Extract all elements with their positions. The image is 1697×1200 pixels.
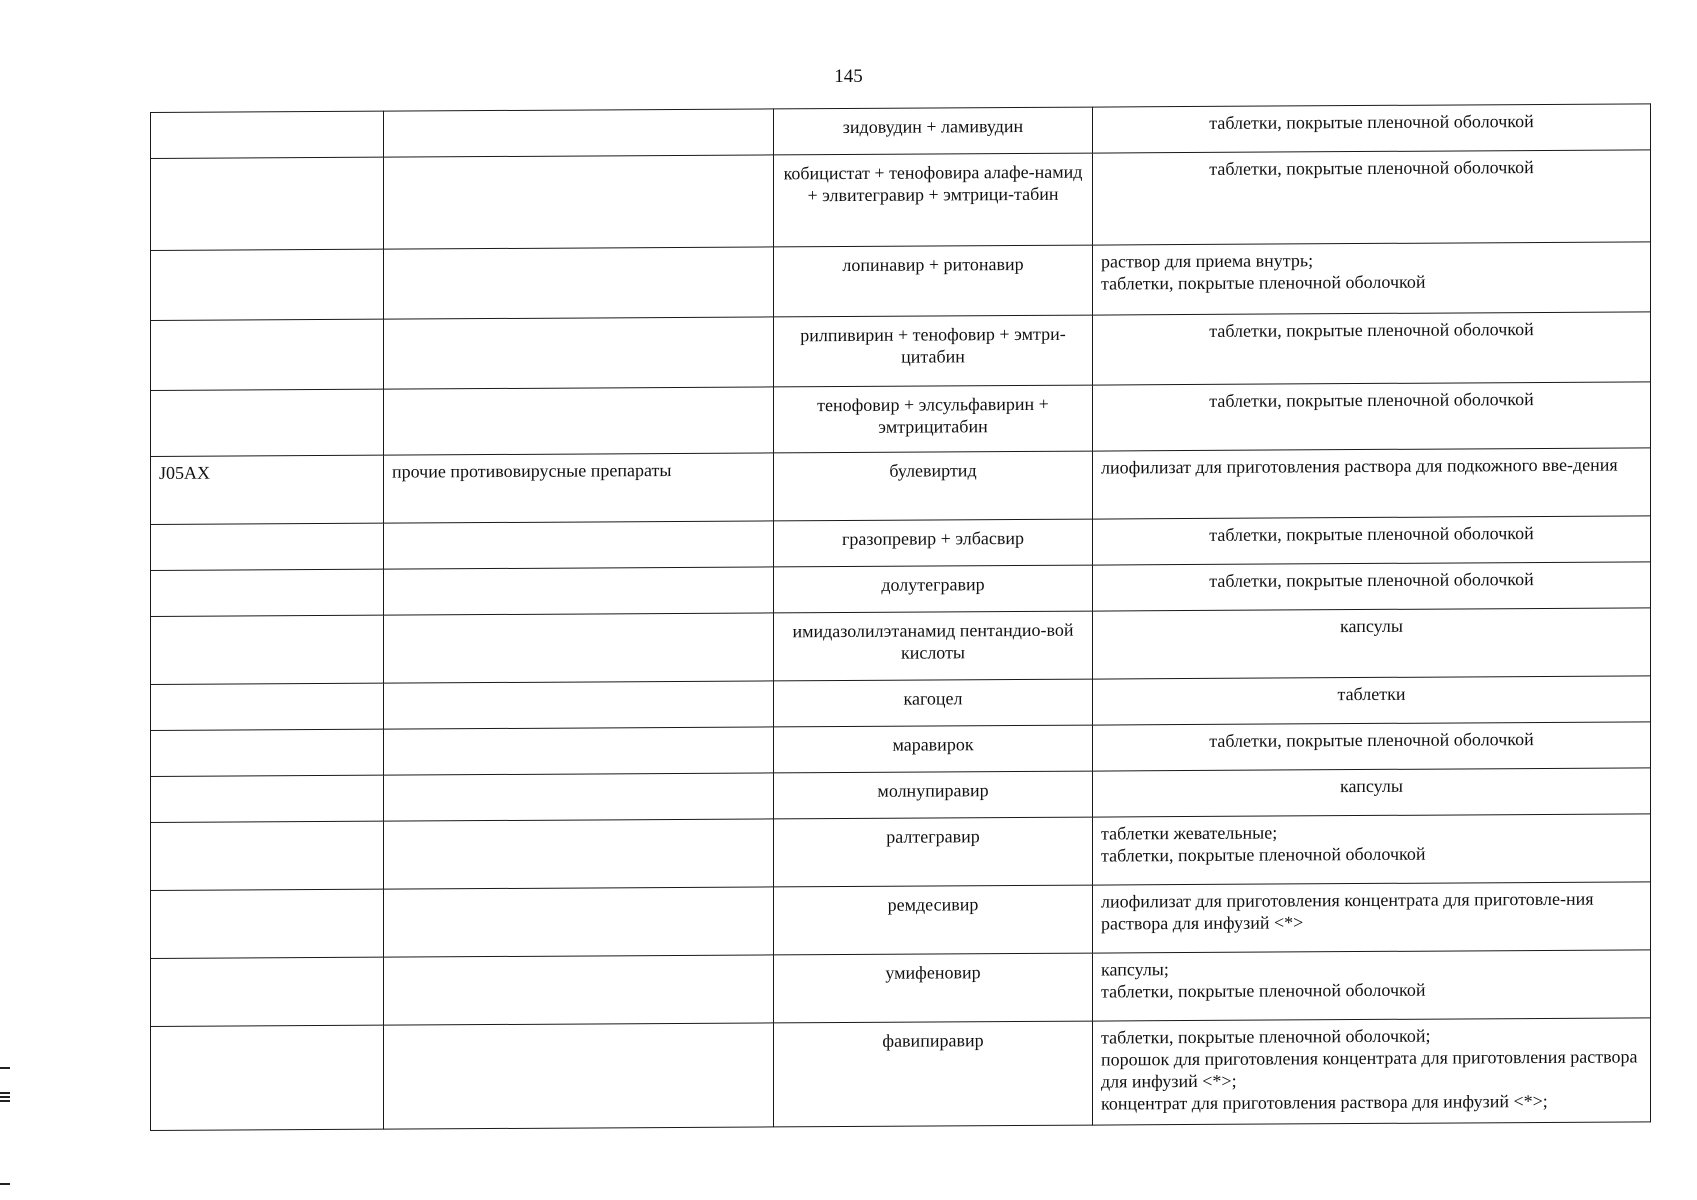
dosage-form-line: таблетки, покрытые пленочной оболочкой	[1101, 271, 1426, 294]
dosage-form-cell	[1093, 516, 1651, 565]
drug-name-cell: долутегравир	[774, 565, 1093, 613]
binding-mark	[0, 1183, 10, 1185]
atc-code-cell	[151, 389, 384, 456]
dosage-form-line: таблетки, покрытые пленочной оболочкой	[1101, 979, 1426, 1002]
atc-code-cell	[151, 683, 384, 730]
dosage-form-cell	[1093, 1018, 1651, 1125]
dosage-form-line: таблетки	[1337, 683, 1406, 705]
dosage-form-line: таблетки, покрытые пленочной оболочкой	[1209, 111, 1534, 133]
document-sheet	[150, 103, 1650, 1131]
dosage-form-line: капсулы;	[1101, 959, 1169, 980]
table-row	[151, 882, 1651, 959]
binding-mark	[0, 1100, 10, 1102]
atc-code-cell	[151, 615, 384, 684]
pharmacological-group-cell	[384, 1023, 774, 1129]
dosage-form-line: таблетки, покрытые пленочной оболочкой	[1101, 843, 1426, 866]
dosage-form-line: таблетки, покрытые пленочной оболочкой	[1209, 389, 1534, 411]
drug-table	[150, 103, 1651, 1131]
dosage-form-line: капсулы	[1340, 615, 1403, 637]
atc-code-cell	[151, 1025, 384, 1130]
dosage-form-cell	[1093, 448, 1651, 519]
pharmacological-group-cell	[384, 955, 774, 1025]
table-row	[151, 1018, 1651, 1131]
drug-name-cell: рилпивирин + тенофовир + эмтри-цитабин	[774, 315, 1093, 387]
drug-name-cell: булевиртид	[774, 451, 1093, 521]
dosage-form-cell	[1093, 882, 1651, 953]
drug-name-cell: маравирок	[774, 725, 1093, 773]
drug-name-cell: фавипиравир	[774, 1021, 1093, 1127]
table-row	[151, 608, 1651, 685]
dosage-form-line: порошок для приготовления концентрата для приготовления раствора для инфузий <*>;	[1101, 1046, 1638, 1092]
dosage-form-cell	[1093, 676, 1651, 725]
atc-code-cell	[151, 157, 384, 250]
atc-code-cell	[151, 111, 384, 158]
dosage-form-line: таблетки, покрытые пленочной оболочкой;	[1101, 1025, 1431, 1048]
atc-code-cell	[151, 319, 384, 390]
atc-code-cell	[151, 729, 384, 776]
dosage-form-cell	[1093, 608, 1651, 679]
binding-mark	[0, 1096, 10, 1098]
drug-name-cell: кобицистат + тенофовира алафе-намид + элвитегравир + эмтрици-табин	[774, 153, 1093, 247]
atc-code-cell: J05AX	[151, 455, 384, 524]
dosage-form-cell	[1093, 562, 1651, 611]
pharmacological-group-cell	[384, 155, 774, 249]
dosage-form-line: таблетки, покрытые пленочной оболочкой	[1209, 569, 1534, 591]
page-number: 145	[834, 66, 863, 87]
table-row	[151, 242, 1651, 321]
pharmacological-group-cell	[384, 109, 774, 157]
pharmacological-group-cell: прочие противовирусные препараты	[384, 453, 774, 523]
binding-mark	[0, 1092, 10, 1094]
dosage-form-cell	[1093, 950, 1651, 1021]
dosage-form-line: таблетки, покрытые пленочной оболочкой	[1209, 523, 1534, 545]
dosage-form-cell	[1093, 722, 1651, 771]
pharmacological-group-cell	[384, 567, 774, 615]
drug-name-cell: зидовудин + ламивудин	[774, 107, 1093, 155]
dosage-form-line: таблетки, покрытые пленочной оболочкой	[1209, 729, 1534, 751]
dosage-form-line: раствор для приема внутрь;	[1101, 250, 1314, 272]
dosage-form-line: лиофилизат для приготовления концентрата для приготовле-ния раствора для инфузий <*>	[1101, 888, 1594, 934]
drug-name-cell: гразопревир + элбасвир	[774, 519, 1093, 567]
table-row	[151, 150, 1651, 251]
drug-name-cell: тенофовир + элсульфавирин + эмтрицитабин	[774, 385, 1093, 453]
atc-code-cell	[151, 523, 384, 570]
pharmacological-group-cell	[384, 317, 774, 389]
drug-name-cell: лопинавир + ритонавир	[774, 245, 1093, 317]
table-row	[151, 382, 1651, 457]
atc-code-cell	[151, 957, 384, 1026]
atc-code-cell	[151, 821, 384, 890]
pharmacological-group-cell	[384, 387, 774, 455]
drug-name-cell: кагоцел	[774, 679, 1093, 727]
dosage-form-line: таблетки жевательные;	[1101, 822, 1278, 844]
dosage-form-line: капсулы	[1340, 775, 1403, 797]
dosage-form-cell	[1093, 104, 1651, 153]
pharmacological-group-cell	[384, 727, 774, 775]
drug-name-cell: ралтегравир	[774, 817, 1093, 887]
drug-table-body	[151, 104, 1651, 1131]
dosage-form-cell	[1093, 814, 1651, 885]
dosage-form-cell	[1093, 382, 1651, 451]
dosage-form-line: таблетки, покрытые пленочной оболочкой	[1209, 319, 1534, 341]
dosage-form-line: лиофилизат для приготовления раствора для подкожного вве-дения	[1101, 454, 1618, 478]
pharmacological-group-cell	[384, 819, 774, 889]
drug-name-cell: имидазолилэтанамид пентандио-вой кислоты	[774, 611, 1093, 681]
pharmacological-group-cell	[384, 613, 774, 683]
drug-name-cell: ремдесивир	[774, 885, 1093, 955]
drug-name-cell: молнупиравир	[774, 771, 1093, 819]
atc-code-cell	[151, 775, 384, 822]
pharmacological-group-cell	[384, 521, 774, 569]
dosage-form-cell	[1093, 150, 1651, 245]
dosage-form-cell	[1093, 312, 1651, 385]
binding-mark	[0, 1067, 10, 1069]
dosage-form-line: таблетки, покрытые пленочной оболочкой	[1209, 157, 1534, 179]
pharmacological-group-cell	[384, 887, 774, 957]
dosage-form-line: концентрат для приготовления раствора для инфузий <*>;	[1101, 1090, 1548, 1114]
pharmacological-group-cell	[384, 247, 774, 319]
dosage-form-cell	[1093, 242, 1651, 315]
drug-name-cell: умифеновир	[774, 953, 1093, 1023]
atc-code-cell	[151, 249, 384, 320]
table-row	[151, 814, 1651, 891]
pharmacological-group-cell	[384, 681, 774, 729]
table-row	[151, 312, 1651, 391]
pharmacological-group-cell	[384, 773, 774, 821]
atc-code-cell	[151, 889, 384, 958]
table-row	[151, 448, 1651, 525]
table-row	[151, 950, 1651, 1027]
atc-code-cell	[151, 569, 384, 616]
dosage-form-cell	[1093, 768, 1651, 817]
